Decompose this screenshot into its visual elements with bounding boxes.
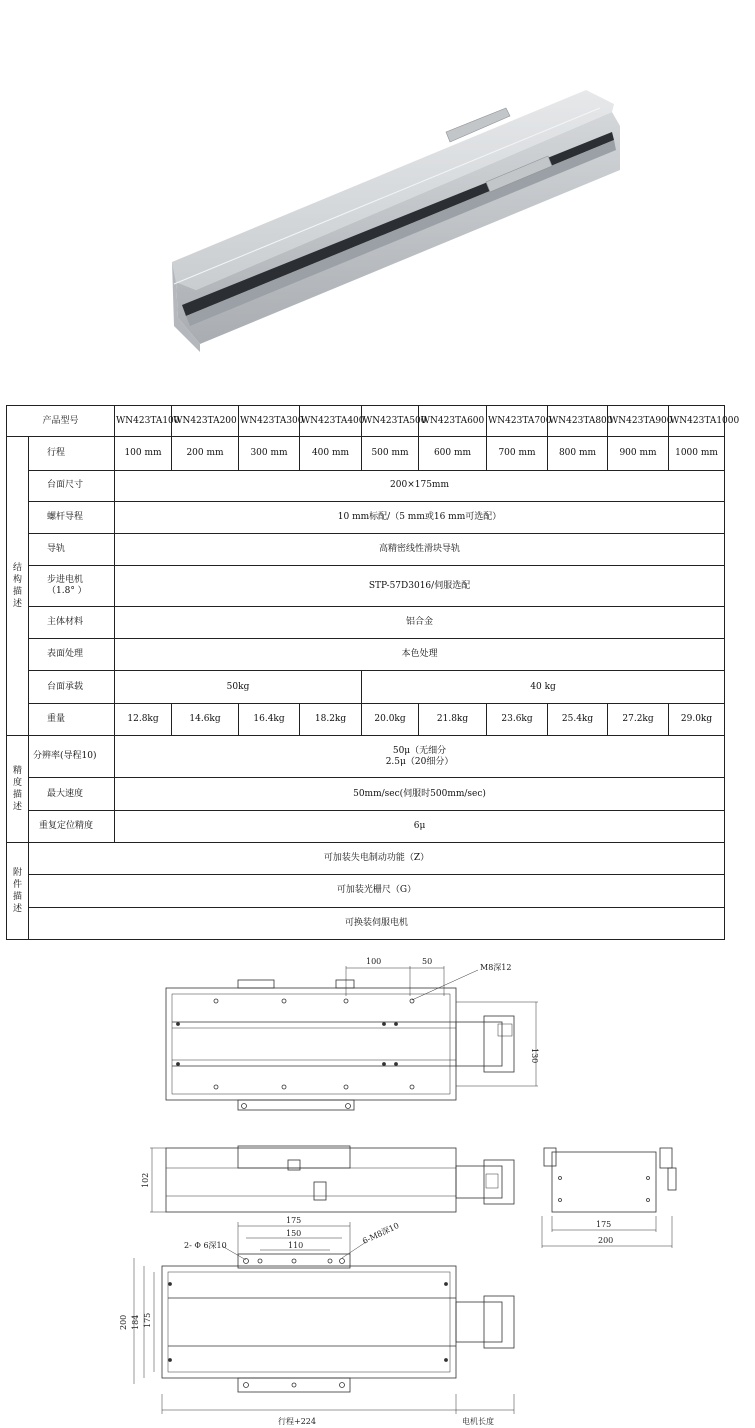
model-cell: WN423TA300 <box>239 406 300 437</box>
row-surface <box>7 639 725 671</box>
surface-value: 本色处理 <box>115 639 725 671</box>
product-photo <box>0 0 755 390</box>
max-speed-value: 50mm/sec(伺服时500mm/sec) <box>115 778 725 810</box>
row-label: 导轨 <box>29 534 115 566</box>
weight-cell: 14.6kg <box>172 703 239 735</box>
stroke-cell: 800 mm <box>548 437 608 470</box>
model-header: 产品型号 <box>7 406 115 437</box>
row-label: 最大速度 <box>29 778 115 810</box>
side-view <box>150 1146 514 1212</box>
load-value: 50kg <box>115 671 362 703</box>
dim-label: 175 <box>286 1216 302 1225</box>
model-cell: WN423TA400 <box>300 406 362 437</box>
load-value: 40 kg <box>362 671 725 703</box>
row-accessory-1 <box>7 843 725 875</box>
plan-view <box>134 1222 514 1414</box>
accessory-brake: 可加装失电制动功能（Z） <box>29 843 725 875</box>
row-lead <box>7 501 725 533</box>
row-label: 重量 <box>29 703 115 735</box>
dim-label: 200 <box>598 1236 614 1245</box>
stroke-cell: 900 mm <box>608 437 669 470</box>
model-cell: WN423TA700 <box>487 406 548 437</box>
dim-label: 2- Φ 6深10 <box>184 1241 227 1250</box>
dim-label: 50 <box>422 957 433 966</box>
row-accessory-3 <box>7 907 725 939</box>
dim-label: 184 <box>131 1314 140 1330</box>
row-material <box>7 606 725 638</box>
dim-label: 175 <box>596 1220 612 1229</box>
row-model <box>7 406 725 437</box>
row-label: 行程 <box>29 437 115 470</box>
model-cell: WN423TA200 <box>172 406 239 437</box>
dim-label: 102 <box>141 1172 150 1188</box>
weight-cell: 27.2kg <box>608 703 669 735</box>
model-cell: WN423TA600 <box>419 406 487 437</box>
accessory-grating: 可加装光栅尺（G） <box>29 875 725 907</box>
resolution-value: 50μ（无细分 2.5μ（20细分） <box>115 736 725 778</box>
dim-label: 200 <box>119 1314 128 1330</box>
lead-value: 10 mm标配/（5 mm或16 mm可选配） <box>115 501 725 533</box>
model-cell: WN423TA500 <box>362 406 419 437</box>
row-max-speed <box>7 778 725 810</box>
dim-label: 130 <box>530 1048 539 1064</box>
row-label: 主体材料 <box>29 606 115 638</box>
model-cell: WN423TA900 <box>608 406 669 437</box>
stroke-cell: 700 mm <box>487 437 548 470</box>
stroke-cell: 200 mm <box>172 437 239 470</box>
dim-label: M8深12 <box>480 963 512 972</box>
dim-label: 电机长度 <box>462 1417 494 1426</box>
stroke-cell: 1000 mm <box>669 437 725 470</box>
row-label: 台面尺寸 <box>29 470 115 501</box>
motor-value: STP-57D3016/伺服选配 <box>115 566 725 606</box>
row-weight <box>7 703 725 735</box>
row-label: 表面处理 <box>29 639 115 671</box>
group-structure: 结构描述 <box>7 437 29 736</box>
stroke-cell: 500 mm <box>362 437 419 470</box>
stroke-cell: 400 mm <box>300 437 362 470</box>
accessory-servo: 可换装伺服电机 <box>29 907 725 939</box>
weight-cell: 23.6kg <box>487 703 548 735</box>
table-size-value: 200×175mm <box>115 470 725 501</box>
top-view <box>166 966 538 1110</box>
end-view <box>542 1148 676 1248</box>
weight-cell: 29.0kg <box>669 703 725 735</box>
row-guide <box>7 534 725 566</box>
dim-label: 行程+224 <box>278 1417 316 1426</box>
row-label: 重复定位精度 <box>29 810 115 842</box>
technical-drawing <box>0 950 755 1428</box>
dim-label: 6-M8深10 <box>361 1221 401 1246</box>
weight-cell: 12.8kg <box>115 703 172 735</box>
weight-cell: 16.4kg <box>239 703 300 735</box>
model-cell: WN423TA1000 <box>669 406 725 437</box>
spec-table <box>6 405 740 940</box>
dim-label: 175 <box>143 1312 152 1328</box>
row-label: 台面承载 <box>29 671 115 703</box>
model-cell: WN423TA100 <box>115 406 172 437</box>
row-label: 螺杆导程 <box>29 501 115 533</box>
row-label: 步进电机 （1.8° ） <box>29 566 115 606</box>
row-accessory-2 <box>7 875 725 907</box>
material-value: 铝合金 <box>115 606 725 638</box>
weight-cell: 20.0kg <box>362 703 419 735</box>
repeatability-value: 6μ <box>115 810 725 842</box>
stroke-cell: 600 mm <box>419 437 487 470</box>
row-label: 分辨率(导程10) <box>29 736 115 778</box>
row-load <box>7 671 725 703</box>
row-stroke <box>7 437 725 470</box>
dim-label: 150 <box>286 1229 302 1238</box>
dim-label: 100 <box>366 957 382 966</box>
weight-cell: 18.2kg <box>300 703 362 735</box>
guide-value: 高精密线性滑块导轨 <box>115 534 725 566</box>
group-precision: 精度描述 <box>7 736 29 843</box>
model-cell: WN423TA800 <box>548 406 608 437</box>
weight-cell: 21.8kg <box>419 703 487 735</box>
dim-label: 110 <box>288 1241 304 1250</box>
row-repeatability <box>7 810 725 842</box>
stroke-cell: 100 mm <box>115 437 172 470</box>
stroke-cell: 300 mm <box>239 437 300 470</box>
group-accessory: 附件描述 <box>7 843 29 940</box>
row-motor <box>7 566 725 606</box>
row-table-size <box>7 470 725 501</box>
row-resolution <box>7 736 725 778</box>
weight-cell: 25.4kg <box>548 703 608 735</box>
